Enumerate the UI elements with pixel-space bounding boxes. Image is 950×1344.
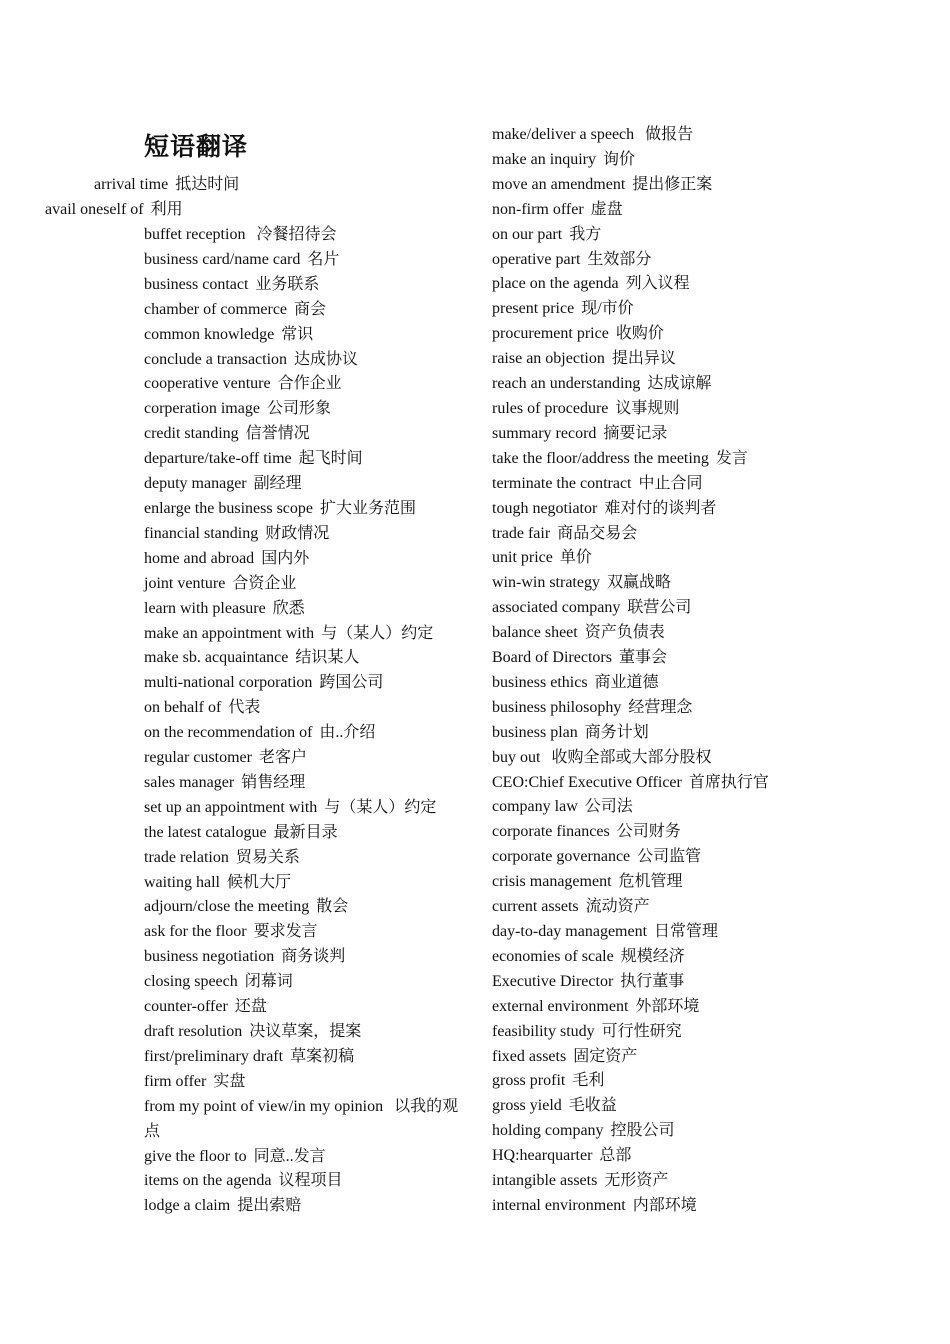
phrase-english: regular customer: [144, 749, 252, 767]
phrase-chinese: 固定资产: [573, 1047, 638, 1065]
phrase-entry: [144, 920, 464, 945]
phrase-chinese: 由..介绍: [319, 724, 376, 742]
phrase-chinese: 总部: [599, 1147, 632, 1165]
phrase-english: Board of Directors: [492, 649, 612, 667]
phrase-entry: [492, 347, 912, 372]
phrase-entry: [492, 1020, 912, 1045]
phrase-english: feasibility study: [492, 1022, 595, 1040]
phrase-entry: [492, 248, 912, 273]
phrase-english: associated company: [492, 599, 621, 617]
phrase-chinese: 联营公司: [627, 599, 692, 617]
phrase-english: the latest catalogue: [144, 823, 267, 841]
phrase-english: business philosophy: [492, 698, 622, 716]
phrase-chinese: 中止合同: [638, 474, 703, 492]
phrase-english: summary record: [492, 424, 597, 442]
phrase-entry: [144, 298, 464, 323]
phrase-english: current assets: [492, 898, 579, 916]
phrase-entry: [144, 646, 464, 671]
phrase-entry: [144, 547, 464, 572]
phrase-entry: [492, 1094, 912, 1119]
phrase-chinese: 经营理念: [628, 698, 693, 716]
phrase-chinese: 危机管理: [618, 873, 683, 891]
phrase-english: on behalf of: [144, 699, 222, 717]
phrase-chinese: 公司财务: [616, 823, 681, 841]
phrase-entry: [492, 297, 912, 322]
phrase-chinese: 询价: [602, 150, 635, 168]
phrase-entry: [144, 223, 464, 248]
phrase-english: take the floor/address the meeting: [492, 449, 709, 467]
phrase-english: closing speech: [144, 973, 238, 991]
phrase-entry: [492, 895, 912, 920]
phrase-english: credit standing: [144, 425, 239, 443]
phrase-chinese: 销售经理: [241, 773, 306, 791]
phrase-chinese: 虚盘: [590, 200, 623, 218]
phrase-chinese: 提出修正案: [632, 175, 713, 193]
phrase-chinese: 商会: [294, 300, 327, 318]
right-column: [492, 123, 912, 1219]
phrase-entry: [45, 198, 464, 223]
phrase-entry: [492, 173, 912, 198]
phrase-english: multi-national corporation: [144, 674, 313, 692]
phrase-english: from my point of view/in my opinion: [144, 1097, 384, 1115]
phrase-chinese: 议程项目: [278, 1172, 343, 1190]
phrase-english: corperation image: [144, 400, 260, 418]
phrase-entry: [492, 223, 912, 248]
phrase-chinese: 摘要记录: [603, 424, 668, 442]
phrase-entry: [144, 273, 464, 298]
phrase-chinese: 现/市价: [581, 300, 634, 318]
phrase-english: holding company: [492, 1122, 604, 1140]
phrase-entry: [492, 123, 912, 148]
phrase-english: sales manager: [144, 773, 235, 791]
phrase-chinese: 业务联系: [255, 275, 320, 293]
phrase-entry: [144, 871, 464, 896]
phrase-chinese: 扩大业务范围: [320, 499, 417, 517]
phrase-chinese: 代表: [228, 699, 261, 717]
phrase-english: cooperative venture: [144, 375, 271, 393]
phrase-entry: [492, 671, 912, 696]
phrase-chinese: 闭幕词: [244, 973, 293, 991]
phrase-english: lodge a claim: [144, 1197, 231, 1215]
phrase-chinese: 还盘: [234, 998, 267, 1016]
phrase-chinese: 以我的观点: [144, 1097, 459, 1140]
phrase-chinese: 毛收益: [568, 1097, 617, 1115]
phrase-english: fixed assets: [492, 1047, 567, 1065]
phrase-chinese: 名片: [307, 250, 340, 268]
phrase-chinese: 信誉情况: [245, 425, 310, 443]
phrase-chinese: 控股公司: [610, 1122, 675, 1140]
phrase-entry: [144, 1095, 464, 1145]
phrase-chinese: 达成谅解: [647, 375, 712, 393]
phrase-chinese: 商品交易会: [557, 524, 638, 542]
phrase-entry: [492, 1045, 912, 1070]
phrase-english: crisis management: [492, 873, 612, 891]
phrase-english: make sb. acquaintance: [144, 649, 289, 667]
phrase-english: tough negotiator: [492, 499, 598, 517]
phrase-chinese: 发言: [715, 449, 748, 467]
phrase-english: gross profit: [492, 1072, 566, 1090]
phrase-entry: [492, 198, 912, 223]
phrase-chinese: 生效部分: [587, 250, 652, 268]
phrase-entry: [492, 1194, 912, 1219]
phrase-english: business card/name card: [144, 250, 301, 268]
phrase-english: procurement price: [492, 325, 609, 343]
phrase-chinese: 老客户: [258, 749, 307, 767]
phrase-entry: [492, 1119, 912, 1144]
phrase-entry: [492, 322, 912, 347]
phrase-english: unit price: [492, 549, 553, 567]
phrase-english: internal environment: [492, 1196, 626, 1214]
phrase-english: draft resolution: [144, 1023, 243, 1040]
phrase-entry: [492, 621, 912, 646]
phrase-chinese: 议事规则: [615, 399, 680, 417]
phrase-english: business plan: [492, 723, 578, 741]
phrase-chinese: 起飞时间: [298, 450, 363, 468]
phrase-entry: [144, 497, 464, 522]
phrase-entry: [492, 945, 912, 970]
phrase-chinese: 外部环境: [635, 997, 700, 1015]
phrase-entry: [144, 522, 464, 547]
phrase-entry: [144, 1194, 464, 1219]
phrase-english: trade relation: [144, 848, 229, 866]
phrase-english: raise an objection: [492, 350, 605, 368]
phrase-entry: [492, 1069, 912, 1094]
phrase-english: enlarge the business scope: [144, 499, 313, 517]
phrase-chinese: 商务计划: [584, 723, 649, 741]
phrase-english: gross yield: [492, 1097, 562, 1115]
phrase-chinese: 与（某人）约定: [321, 624, 434, 642]
phrase-english: arrival time: [94, 176, 169, 193]
phrase-english: ask for the floor: [144, 923, 247, 941]
phrase-chinese: 商业道德: [594, 673, 659, 691]
phrase-english: give the floor to: [144, 1147, 247, 1165]
phrase-chinese: 跨国公司: [319, 674, 384, 692]
phrase-entry: [492, 746, 912, 771]
phrase-english: on our part: [492, 225, 563, 243]
phrase-entry: [492, 571, 912, 596]
phrase-entry: [492, 920, 912, 945]
phrase-entry: [94, 173, 464, 198]
phrase-english: common knowledge: [144, 325, 275, 343]
phrase-english: operative part: [492, 250, 581, 268]
intro-entries: [45, 173, 464, 223]
phrase-chinese: 散会: [316, 898, 349, 916]
phrase-chinese: 欣悉: [272, 599, 305, 617]
phrase-english: intangible assets: [492, 1172, 598, 1190]
phrase-chinese: 做报告: [641, 126, 694, 143]
phrase-chinese: 公司形象: [266, 400, 331, 418]
phrase-entry: [144, 721, 464, 746]
phrase-entry: [144, 970, 464, 995]
phrase-chinese: 贸易关系: [235, 848, 300, 866]
phrase-entry: [492, 1169, 912, 1194]
phrase-english: joint venture: [144, 574, 226, 592]
phrase-entry: [144, 771, 464, 796]
phrase-english: make/deliver a speech: [492, 126, 635, 143]
phrase-english: non-firm offer: [492, 200, 584, 218]
phrase-entry: [492, 995, 912, 1020]
phrase-english: external environment: [492, 997, 629, 1015]
phrase-entry: [144, 746, 464, 771]
phrase-entry: [492, 845, 912, 870]
phrase-chinese: 抵达时间: [175, 176, 240, 193]
phrase-chinese: 最新目录: [273, 823, 338, 841]
phrase-chinese: 要求发言: [253, 923, 318, 941]
phrase-english: CEO:Chief Executive Officer: [492, 773, 682, 791]
phrase-entry: [492, 795, 912, 820]
phrase-english: business contact: [144, 275, 249, 293]
phrase-english: Executive Director: [492, 972, 614, 990]
phrase-entry: [144, 1169, 464, 1194]
phrase-chinese: 结识某人: [295, 649, 360, 667]
phrase-chinese: 公司监管: [637, 848, 702, 866]
phrase-entry: [144, 895, 464, 920]
phrase-entry: [144, 1070, 464, 1095]
phrase-chinese: 候机大厅: [226, 873, 291, 891]
phrase-entry: [492, 870, 912, 895]
phrase-english: balance sheet: [492, 624, 578, 642]
phrase-entry: [144, 1145, 464, 1170]
phrase-chinese: 达成协议: [294, 350, 359, 368]
phrase-entry: [492, 148, 912, 173]
phrase-entry: [492, 546, 912, 571]
phrase-chinese: 公司法: [584, 798, 633, 816]
phrase-english: home and abroad: [144, 549, 255, 567]
phrase-entry: [144, 622, 464, 647]
phrase-entry: [492, 372, 912, 397]
phrase-chinese: 内部环境: [632, 1196, 697, 1214]
phrase-entry: [144, 671, 464, 696]
phrase-chinese: 执行董事: [620, 972, 685, 990]
phrase-chinese: 与（某人）约定: [324, 798, 437, 816]
phrase-chinese: 财政情况: [265, 524, 330, 542]
phrase-chinese: 提出异议: [611, 350, 676, 368]
phrase-english: departure/take-off time: [144, 450, 292, 468]
phrase-chinese: 合作企业: [277, 375, 342, 393]
phrase-english: avail oneself of: [45, 200, 144, 218]
phrase-entry: [144, 348, 464, 373]
phrase-english: waiting hall: [144, 873, 220, 891]
phrase-chinese: 副经理: [253, 475, 302, 493]
phrase-chinese: 利用: [150, 200, 183, 218]
phrase-english: economies of scale: [492, 947, 614, 965]
phrase-english: business negotiation: [144, 948, 275, 966]
phrase-english: company law: [492, 798, 578, 816]
phrase-entry: [144, 572, 464, 597]
phrase-chinese: 首席执行官: [688, 773, 769, 791]
phrase-entry: [144, 1020, 464, 1045]
phrase-chinese: 日常管理: [654, 923, 719, 940]
phrase-english: financial standing: [144, 524, 259, 542]
phrase-entry: [144, 1045, 464, 1070]
phrase-entry: [492, 820, 912, 845]
phrase-chinese: 同意..发言: [253, 1147, 326, 1165]
phrase-entry: [492, 522, 912, 547]
phrase-english: on the recommendation of: [144, 724, 313, 742]
phrase-english: first/preliminary draft: [144, 1047, 284, 1065]
phrase-chinese: 单价: [559, 549, 592, 567]
phrase-entry: [144, 447, 464, 472]
phrase-chinese: 可行性研究: [601, 1022, 682, 1040]
phrase-entry: [492, 646, 912, 671]
phrase-chinese: 无形资产: [604, 1172, 669, 1190]
phrase-entry: [144, 945, 464, 970]
phrase-entry: [144, 796, 464, 821]
phrase-chinese: 提出索赔: [237, 1197, 302, 1215]
phrase-entry: [492, 596, 912, 621]
phrase-chinese: 毛利: [572, 1072, 605, 1090]
phrase-entry: [144, 323, 464, 348]
phrase-english: business ethics: [492, 673, 588, 691]
phrase-chinese: 收购全部或大部分股权: [547, 748, 712, 766]
phrase-entry: [492, 771, 912, 796]
phrase-entry: [492, 721, 912, 746]
phrase-english: move an amendment: [492, 175, 626, 193]
phrase-entry: [492, 397, 912, 422]
phrase-chinese: 董事会: [618, 649, 667, 667]
phrase-entry: [144, 472, 464, 497]
phrase-english: conclude a transaction: [144, 350, 288, 368]
phrase-english: trade fair: [492, 524, 551, 542]
phrase-chinese: 规模经济: [620, 947, 685, 965]
phrase-english: terminate the contract: [492, 474, 632, 492]
phrase-chinese: 资产负债表: [584, 624, 665, 642]
phrase-english: corporate governance: [492, 848, 631, 866]
phrase-chinese: 收购价: [615, 325, 664, 343]
phrase-english: buffet reception: [144, 226, 246, 243]
phrase-chinese: 国内外: [261, 549, 310, 567]
phrase-english: counter-offer: [144, 998, 228, 1016]
phrase-entry: [144, 422, 464, 447]
phrase-entry: [492, 447, 912, 472]
phrase-entry: [144, 248, 464, 273]
phrase-english: make an inquiry: [492, 150, 596, 168]
phrase-chinese: 决议草案，提案: [249, 1023, 362, 1040]
phrase-chinese: 合资企业: [232, 574, 297, 592]
phrase-english: deputy manager: [144, 475, 247, 493]
phrase-entry: [144, 995, 464, 1020]
phrase-entry: [144, 846, 464, 871]
phrase-entry: [492, 696, 912, 721]
phrase-entry: [492, 1144, 912, 1169]
phrase-entry: [144, 397, 464, 422]
phrase-entry: [144, 597, 464, 622]
phrase-chinese: 我方: [569, 225, 602, 243]
phrase-chinese: 双赢战略: [606, 574, 671, 592]
phrase-english: day-to-day management: [492, 923, 648, 940]
phrase-english: corporate finances: [492, 823, 610, 841]
page-title: 短语翻译: [144, 134, 249, 161]
phrase-english: win-win strategy: [492, 574, 600, 592]
left-column: [144, 223, 464, 1219]
phrase-entry: [492, 272, 912, 297]
phrase-chinese: 商务谈判: [281, 948, 346, 966]
phrase-english: firm offer: [144, 1072, 207, 1090]
phrase-english: make an appointment with: [144, 624, 315, 642]
phrase-english: learn with pleasure: [144, 599, 266, 617]
phrase-entry: [144, 372, 464, 397]
phrase-english: HQ:hearquarter: [492, 1147, 593, 1165]
phrase-chinese: 列入议程: [625, 275, 690, 293]
phrase-entry: [492, 472, 912, 497]
phrase-english: items on the agenda: [144, 1172, 272, 1190]
phrase-entry: [492, 970, 912, 995]
phrase-english: set up an appointment with: [144, 798, 318, 816]
phrase-english: reach an understanding: [492, 375, 641, 393]
phrase-chinese: 草案初稿: [290, 1047, 355, 1065]
phrase-english: adjourn/close the meeting: [144, 898, 310, 916]
phrase-chinese: 实盘: [213, 1072, 246, 1090]
phrase-chinese: 难对付的谈判者: [604, 499, 717, 517]
phrase-english: chamber of commerce: [144, 300, 288, 318]
phrase-entry: [492, 497, 912, 522]
phrase-chinese: 常识: [281, 325, 314, 343]
phrase-chinese: 流动资产: [585, 898, 650, 916]
phrase-english: buy out: [492, 748, 541, 766]
phrase-entry: [492, 422, 912, 447]
phrase-chinese: 冷餐招待会: [252, 226, 337, 243]
phrase-entry: [144, 696, 464, 721]
phrase-entry: [144, 821, 464, 846]
phrase-english: present price: [492, 300, 575, 318]
phrase-english: place on the agenda: [492, 275, 619, 293]
phrase-english: rules of procedure: [492, 399, 609, 417]
